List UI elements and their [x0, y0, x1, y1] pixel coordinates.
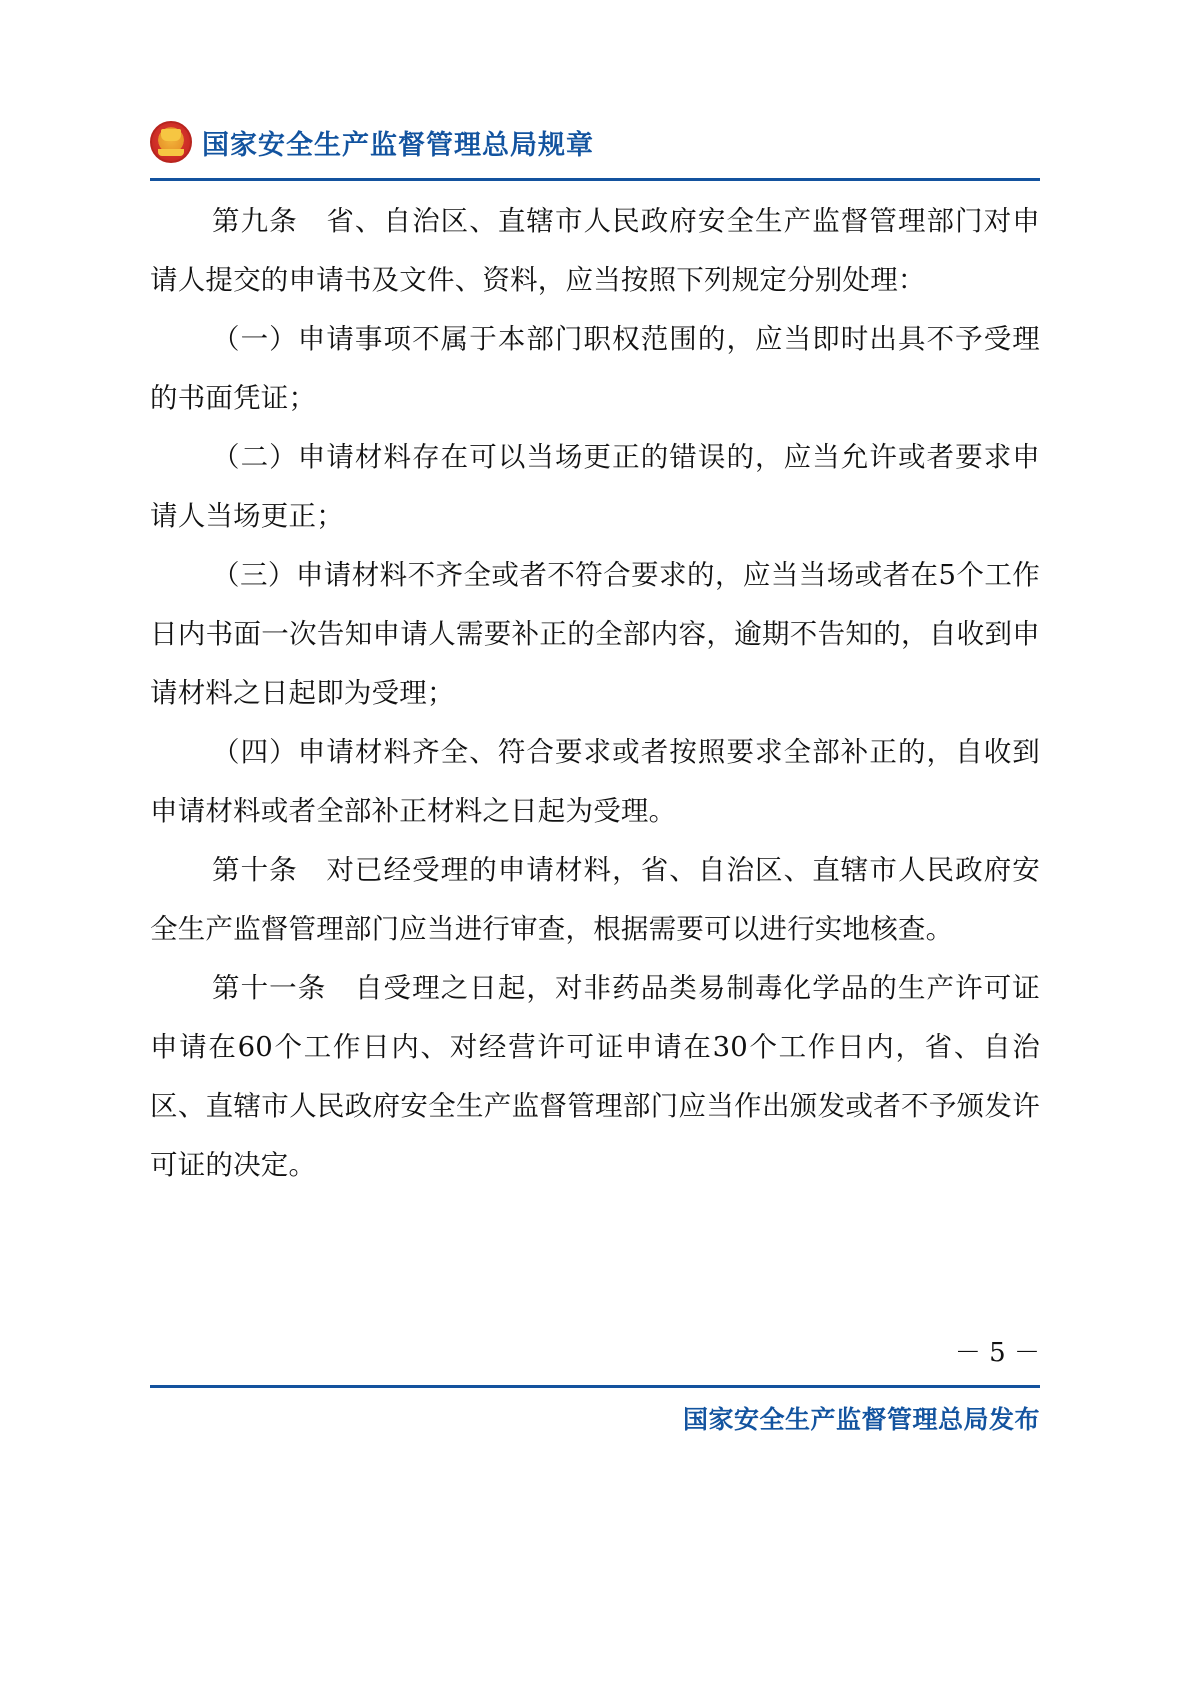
- paragraph-item-4: （四）申请材料齐全、符合要求或者按照要求全部补正的，自收到申请材料或者全部补正材料之日起为受理。: [150, 736, 1040, 827]
- footer-divider: [150, 1385, 1040, 1388]
- paragraph-article-11: 第十一条 自受理之日起，对非药品类易制毒化学品的生产许可证申请在60个工作日内、对经营许可证申请在30个工作日内，省、自治区、直辖市人民政府安全生产监督管理部门应当作出颁发或者不予颁发许可证的决定。: [150, 972, 1040, 1181]
- page-header: [150, 112, 1040, 172]
- paragraph-item-3: （三）申请材料不齐全或者不符合要求的，应当当场或者在5个工作日内书面一次告知申请人需要补正的全部内容，逾期不告知的，自收到申请材料之日起即为受理；: [150, 559, 1040, 709]
- national-emblem-icon: [150, 121, 192, 163]
- page-number: － 5 －: [954, 1338, 1040, 1368]
- paragraph-item-1: （一）申请事项不属于本部门职权范围的，应当即时出具不予受理的书面凭证；: [150, 323, 1040, 414]
- footer-publisher: 国家安全生产监督管理总局发布: [682, 1405, 1040, 1434]
- paragraph-article-10: 第十条 对已经受理的申请材料，省、自治区、直辖市人民政府安全生产监督管理部门应当进行审查，根据需要可以进行实地核查。: [150, 854, 1040, 945]
- header-title: 国家安全生产监督管理总局规章: [202, 129, 594, 161]
- header-divider: [150, 178, 1040, 181]
- paragraph-article-9: 第九条 省、自治区、直辖市人民政府安全生产监督管理部门对申请人提交的申请书及文件、资料，应当按照下列规定分别处理：: [150, 205, 1040, 296]
- document-body: [150, 192, 1040, 1195]
- paragraph-item-2: （二）申请材料存在可以当场更正的错误的，应当允许或者要求申请人当场更正；: [150, 441, 1040, 532]
